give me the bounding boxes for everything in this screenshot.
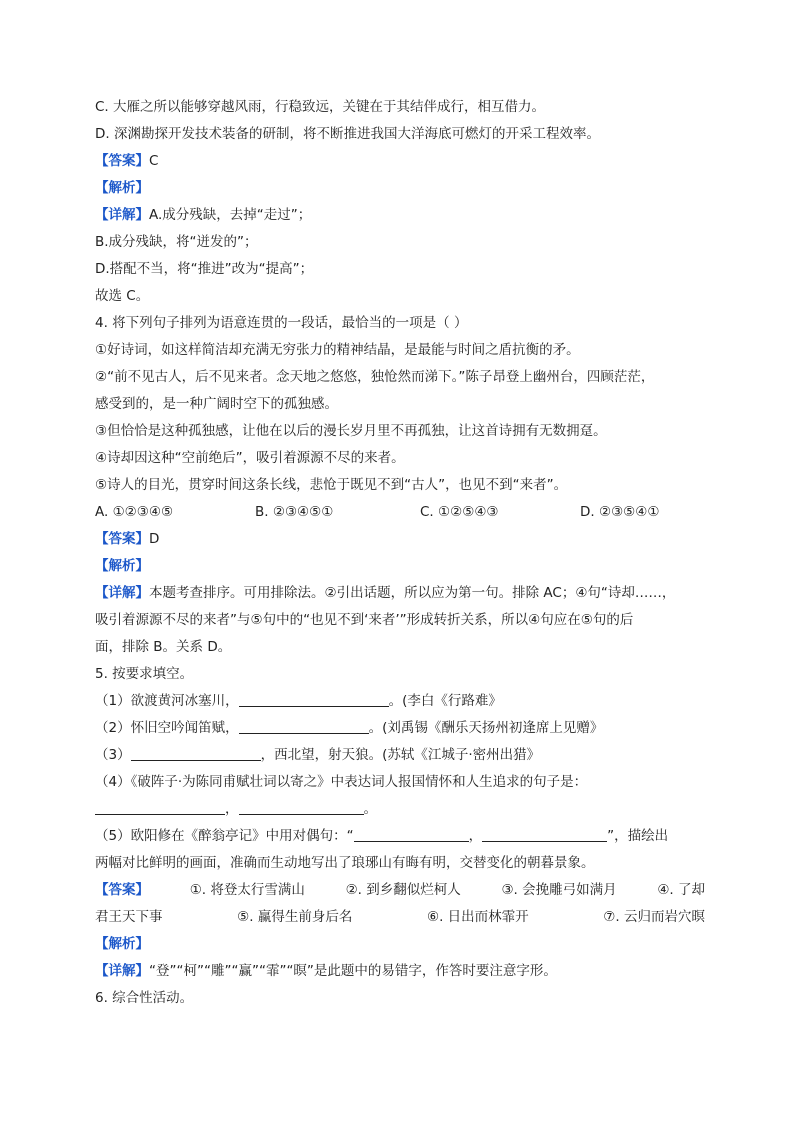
detail-tag: 【详解】 [95,963,149,979]
answer-tag: 【答案】 [95,531,149,547]
q3-detail-4: 故选 C。 [95,288,150,304]
fill-blank [239,718,369,734]
q4-options [95,499,705,526]
q3-answer [95,148,705,175]
q5-answers-line1 [95,877,705,904]
q5-analysis [95,931,705,958]
q3-option-d: D. 深渊勘探开发技术装备的研制，将不断推进我国大洋海底可燃灯的开采工程效率。 [95,126,600,142]
item-text: ”，描绘出 [607,828,669,844]
q5-answers-line2 [95,904,705,931]
item-source: 。(刘禹锡《酬乐天扬州初逢席上见赠》 [368,720,604,736]
period: 。 [363,801,377,817]
q5-item-4: （4）《破阵子·为陈同甫赋壮词以寄之》中表达词人报国情怀和人生追求的句子是： [95,774,588,790]
fill-blank [95,799,225,815]
analysis-tag: 【解析】 [95,936,149,952]
comma: ， [225,801,239,817]
q4-sentence-3: ③但恰恰是这种孤独感，让他在以后的漫长岁月里不再孤独，让这首诗拥有无数拥趸。 [95,423,607,439]
fill-blank [239,691,389,707]
q4-option-b: B. ②③④⑤① [255,504,334,520]
q5-detail [95,958,705,985]
answer-item: ③. 会挽雕弓如满月 [501,882,617,898]
q4-sentence-2a: ②“前不见古人，后不见来者。念天地之悠悠，独怆然而涕下。”陈子昂登上幽州台，四顾茫茫， [95,369,655,385]
answer-item: ⑦. 云归而岩穴暝 [603,909,705,925]
detail-text: A.成分残缺，去掉“走过”； [149,207,312,223]
answer-tag: 【答案】 [95,153,149,169]
answer-value: C [149,153,159,169]
analysis-tag: 【解析】 [95,558,149,574]
q4-analysis [95,553,705,580]
q4-sentence-2b: 感受到的，是一种广阔时空下的孤独感。 [95,396,338,412]
answer-item: ⑥. 日出而林霏开 [426,909,529,925]
answer-tag: 【答案】 [95,882,149,898]
item-source: ，西北望，射天狼。(苏轼《江城子·密州出猎》 [260,747,541,763]
q4-detail-b: 吸引着源源不尽的来者”与⑤句中的“也见不到‘来者’”形成转折关系，所以④句应在⑤句的后 [95,612,634,628]
q5-item-2 [95,715,705,742]
q3-option-c: C. 大雁之所以能够穿越风雨，行稳致远，关键在于其结伴成行，相互借力。 [95,99,546,115]
answer-value: D [149,531,160,547]
q5-item-3 [95,742,705,769]
answer-item: 君王天下事 [95,909,163,925]
q5-item-4-blanks [95,796,705,823]
detail-tag: 【详解】 [95,207,149,223]
fill-blank [131,745,261,761]
q5-item-5 [95,823,705,850]
detail-text: “登”“柯”“雕”“赢”“霏”“暝”是此题中的易错字，作答时要注意字形。 [149,963,557,979]
q5-item-1 [95,688,705,715]
item-text: （5）欧阳修在《醉翁亭记》中用对偶句：“ [95,828,354,844]
q5-stem: 5. 按要求填空。 [95,666,194,682]
q4-detail-a [95,580,705,607]
item-text: （2）怀旧空吟闻笛赋， [95,720,239,736]
q4-option-c: C. ①②⑤④③ [420,504,499,520]
q3-analysis [95,175,705,202]
q3-detail-1 [95,202,705,229]
q4-sentence-5: ⑤诗人的目光，贯穿时间这条长线，悲怆于既见不到“古人”，也见不到“来者”。 [95,477,568,493]
fill-blank [482,826,607,842]
answer-item: ①. 将登太行雪满山 [189,882,305,898]
q4-option-a: A. ①②③④⑤ [95,504,174,520]
answer-item: ⑤. 赢得生前身后名 [237,909,353,925]
q3-detail-2: B.成分残缺，将“迸发的”； [95,234,258,250]
q4-detail-c: 面，排除 B。关系 D。 [95,639,232,655]
detail-text: 本题考查排序。可用排除法。②引出话题，所以应为第一句。排除 AC；④句“诗却……， [149,585,676,601]
q4-stem: 4. 将下列句子排列为语意连贯的一段话，最恰当的一项是（ ） [95,315,468,331]
fill-blank [239,799,364,815]
item-text: （3） [95,747,131,763]
q3-detail-3: D.搭配不当，将“推进”改为“提高”； [95,261,314,277]
item-text: （1）欲渡黄河冰塞川， [95,693,239,709]
q5-item-5-line2: 两幅对比鲜明的画面，准确而生动地写出了琅琊山有晦有明，交替变化的朝暮景象。 [95,855,595,871]
q4-answer [95,526,705,553]
analysis-tag: 【解析】 [95,180,149,196]
q4-sentence-4: ④诗却因这种“空前绝后”，吸引着源源不尽的来者。 [95,450,405,466]
q4-sentence-1: ①好诗词，如这样简洁却充满无穷张力的精神结晶，是最能与时间之盾抗衡的矛。 [95,342,580,358]
fill-blank [354,826,469,842]
detail-tag: 【详解】 [95,585,149,601]
q4-option-d: D. ②③⑤④① [580,504,660,520]
item-source: 。(李白《行路难》 [388,693,502,709]
answer-item: ②. 到乡翻似烂柯人 [345,882,461,898]
comma: ， [468,828,483,844]
document-page [95,94,705,1012]
q6-stem: 6. 综合性活动。 [95,990,194,1006]
answer-item: ④. 了却 [657,882,705,898]
